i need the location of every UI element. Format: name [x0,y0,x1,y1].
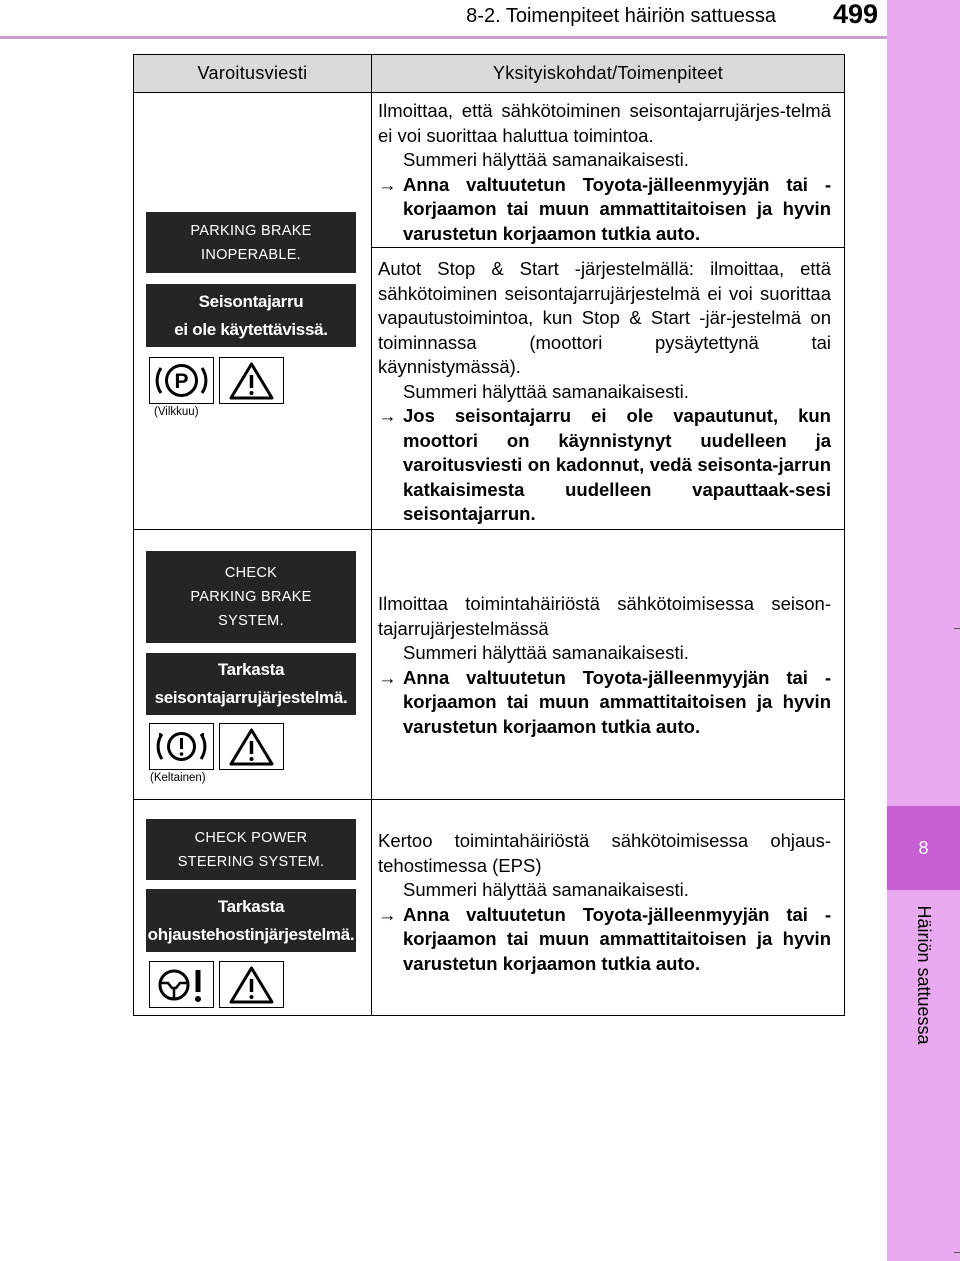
row-divider [134,799,844,800]
screen-line: STEERING SYSTEM. [177,853,325,870]
action-text [378,666,831,740]
description-text: Ilmoittaa toimintahäiriöstä sähkötoimisessa seison-tajarrujärjestelmässä [378,593,831,639]
screen-line: PARKING BRAKE [190,589,312,605]
screen-line: SYSTEM. [218,613,284,629]
description-text: Ilmoittaa, että sähkötoiminen seisontajarrujärjes-telmä ei voi suorittaa haluttua toimintoa. [378,100,831,146]
details-cell [378,829,831,976]
warning-message-table [133,54,845,1016]
action-label: Anna valtuutetun Toyota-jälleenmyyjän tai -korjaamon tai muun ammattitaitoisen ja hyvin varustetun korjaamon tutkia auto. [403,903,831,974]
brake-system-icon [149,723,214,770]
icon-caption: (Vilkkuu) [154,406,199,418]
buzzer-note: Summeri hälyttää samanaikaisesti. [403,149,689,170]
screen-line: seisontajarrujärjestelmä. [154,688,348,707]
screen-line: CHECK POWER [194,829,308,846]
description-text: Kertoo toimintahäiriöstä sähkötoimisessa ohjaus-tehostimessa (EPS) [378,830,831,876]
buzzer-note: Summeri hälyttää samanaikaisesti. [403,879,689,900]
column-header-details: Yksityiskohdat/Toimenpiteet [372,55,844,93]
details-cell [378,592,831,739]
header-rule [0,36,887,39]
parking-brake-icon [149,357,214,404]
details-cell [378,257,831,527]
screen-line: INOPERABLE. [201,246,301,263]
page-number: 499 [832,0,878,29]
screen-line: CHECK [224,565,278,581]
screen-line: ohjaustehostinjärjestelmä. [147,924,355,944]
action-text [378,173,831,247]
screen-line: Tarkasta [217,896,285,916]
chapter-title: Häiriön sattuessa [914,905,934,1045]
margin-tick [954,1252,960,1253]
warning-triangle-icon [219,357,284,404]
action-label: Jos seisontajarru ei ole vapautunut, kun moottori on käynnistynyt uudelleen ja varoitusviesti on kadonnut, vedä seisonta-jarrun katkaisimesta uudelleen vapauttaak-sesi seisontajarrun. [403,405,831,524]
buzzer-note: Summeri hälyttää samanaikaisesti. [403,642,689,663]
column-header-warning: Varoitusviesti [134,55,371,93]
margin-tick [954,628,960,629]
action-text [378,903,831,977]
warning-triangle-icon [219,961,284,1008]
sub-row-divider [372,247,844,248]
action-text [378,404,831,527]
description-text: Autot Stop & Start -järjestelmällä: ilmoittaa, että sähkötoiminen seisontajarrujärjestelmä ei voi suorittaa vapautustoimintoa, kun Stop & Start -jär-jestelmä on toiminnassa (moottori pysäytettynä tai käynnistymässä). [378,258,831,377]
column-divider [371,55,372,1015]
chapter-number-tab [887,806,960,890]
section-title: 8-2. Toimenpiteet häiriön sattuessa [466,5,776,27]
details-cell [378,99,831,246]
screen-message-fi [146,284,356,347]
arrow-icon: → [378,903,397,925]
screen-message-en [146,551,356,643]
action-label: Anna valtuutetun Toyota-jälleenmyyjän tai -korjaamon tai muun ammattitaitoisen ja hyvin varustetun korjaamon tutkia auto. [403,666,831,737]
screen-line: Tarkasta [217,660,285,679]
svg-text:P: P [174,370,189,393]
screen-message-en [146,819,356,880]
warning-triangle-icon [219,723,284,770]
arrow-icon: → [378,173,397,195]
screen-message-fi [146,653,356,715]
action-label: Anna valtuutetun Toyota-jälleenmyyjän tai -korjaamon tai muun ammattitaitoisen ja hyvin varustetun korjaamon tutkia auto. [403,173,831,244]
arrow-icon: → [378,405,397,426]
buzzer-note: Summeri hälyttää samanaikaisesti. [403,380,689,402]
screen-message-en [146,212,356,273]
row-divider [134,529,844,530]
power-steering-icon [149,961,214,1008]
screen-line: Seisontajarru [198,291,304,311]
chapter-number: 8 [918,838,929,858]
icon-caption: (Keltainen) [150,772,206,784]
arrow-icon: → [378,666,397,688]
screen-message-fi [146,889,356,952]
chapter-side-tab [887,0,960,1261]
screen-line: ei ole käytettävissä. [174,319,328,339]
screen-line: PARKING BRAKE [190,222,312,239]
